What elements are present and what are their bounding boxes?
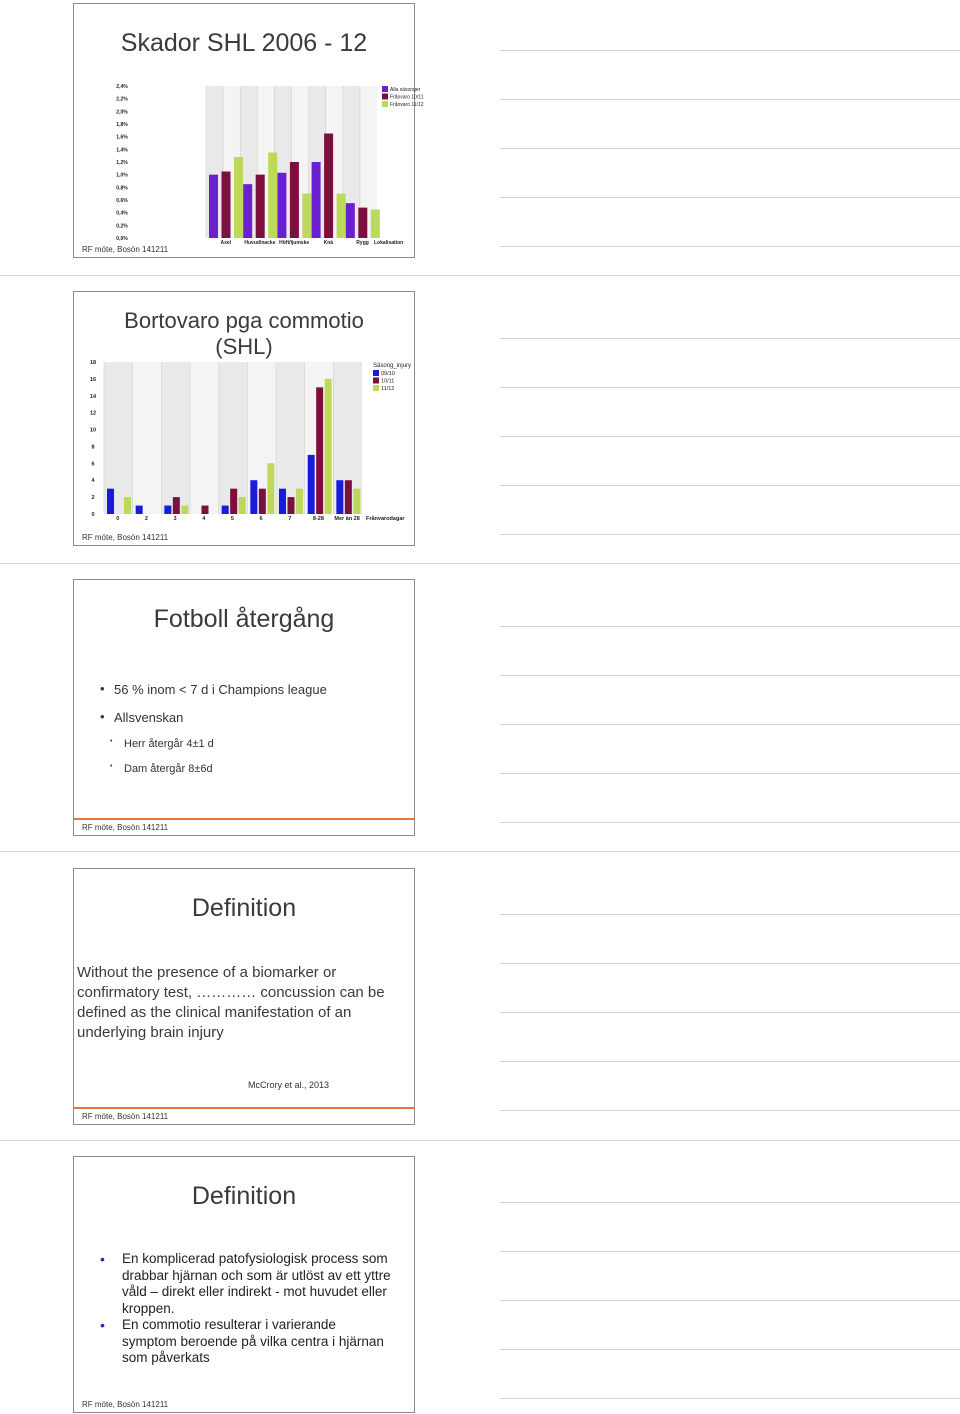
absence-days-chart: [76, 358, 416, 528]
slide-footer: RF möte, Bosön 141211: [82, 1400, 169, 1409]
slide-footer: RF möte, Bosön 141211: [82, 533, 169, 542]
slide-5: [73, 1156, 415, 1413]
x-axis-label: Lokalisation: [374, 240, 404, 246]
legend-swatch: [373, 378, 379, 384]
x-tick-label: 6: [259, 516, 263, 522]
slide-title: [74, 308, 414, 360]
bar: [202, 506, 209, 514]
bar: [268, 153, 277, 239]
legend-label: 11/12: [381, 386, 395, 392]
injury-location-chart: [114, 80, 454, 255]
bullet-item: • 56 % inom < 7 d i Champions league: [98, 682, 402, 697]
plot-band: [133, 362, 162, 514]
y-tick-label: 1,4%: [116, 147, 128, 154]
bar: [308, 455, 315, 514]
y-tick-label: 16: [89, 376, 97, 383]
bar: [124, 497, 131, 514]
slide-title: Definition: [191, 894, 297, 922]
bar: [324, 134, 333, 239]
footer-rule: [74, 818, 414, 820]
citation: McCrory et al., 2013: [248, 1080, 330, 1090]
bullet-list: [98, 682, 402, 788]
bar: [234, 157, 243, 238]
slide-footer: RF möte, Bosön 141211: [82, 1112, 169, 1121]
bar: [325, 379, 332, 514]
x-tick-label: 5: [230, 516, 234, 522]
y-tick-label: 0,2%: [116, 223, 128, 230]
bar: [302, 194, 311, 238]
y-tick-label: 6: [91, 461, 95, 468]
x-tick-label: 0: [116, 516, 120, 522]
x-tick-label: Axel: [220, 240, 232, 246]
x-tick-label: 8-28: [312, 516, 324, 522]
bar: [107, 489, 114, 514]
sub-bullet-item: • Dam återgår 8±6d: [98, 763, 402, 775]
bar: [358, 208, 367, 238]
x-axis-label: Frånvarodagar: [366, 516, 405, 522]
y-tick-label: 2,4%: [116, 84, 128, 90]
y-tick-label: 0,0%: [116, 236, 128, 242]
y-tick-label: 0,6%: [116, 198, 128, 204]
slide-4: [73, 868, 415, 1125]
x-tick-label: 4: [202, 516, 206, 522]
y-tick-label: 0: [91, 512, 95, 518]
page-separator: [0, 563, 960, 564]
legend-swatch: [382, 101, 388, 107]
bar: [209, 175, 218, 238]
y-tick-label: 8: [91, 444, 95, 451]
bar: [164, 506, 171, 514]
y-tick-label: 4: [91, 478, 95, 485]
y-tick-label: 18: [89, 360, 97, 366]
slide-3: [73, 579, 415, 836]
y-tick-label: 0,8%: [116, 185, 128, 192]
y-tick-label: 14: [89, 393, 97, 400]
bar: [256, 175, 265, 238]
y-tick-label: 1,6%: [116, 134, 128, 141]
bar: [337, 194, 346, 238]
x-tick-label: Mer än 28: [334, 516, 360, 522]
legend-label: Alla säsonger: [390, 87, 421, 93]
bar: [259, 489, 266, 514]
x-tick-label: 2: [144, 516, 148, 522]
y-tick-label: 10: [89, 427, 97, 434]
legend-swatch: [373, 370, 379, 376]
bar: [353, 489, 360, 514]
legend-swatch: [382, 94, 388, 100]
bar: [279, 489, 286, 514]
x-tick-label: Rygg: [356, 240, 369, 246]
bar: [345, 480, 352, 514]
bar: [277, 173, 286, 238]
slide-1: [73, 3, 424, 258]
definition-body: Without the presence of a biomarker or confirmatory test, ………… concussion can be defined as the clinical manifestation of an underlying brain injury: [77, 964, 385, 1041]
bar: [296, 489, 303, 514]
page-separator: [0, 1140, 960, 1141]
slide-title-line: Bortovaro pga commotio: [124, 308, 364, 333]
slide-title: Definition: [191, 1182, 297, 1210]
bar: [173, 497, 180, 514]
bar: [290, 162, 299, 238]
bar: [136, 506, 143, 514]
slide-title: Skador SHL 2006 - 12: [120, 29, 368, 57]
slide-title-line: (SHL): [215, 334, 273, 359]
y-tick-label: 0,4%: [116, 210, 128, 217]
slide-title: Fotboll återgång: [153, 605, 335, 633]
plot-band: [190, 362, 219, 514]
page-separator: [0, 851, 960, 852]
y-tick-label: 12: [89, 410, 97, 417]
bar: [312, 162, 321, 238]
bar: [222, 172, 231, 239]
x-tick-label: Huvud/nacke: [244, 240, 276, 246]
bar: [316, 387, 323, 514]
x-tick-label: 3: [173, 516, 177, 522]
plot-band: [161, 362, 190, 514]
legend-swatch: [382, 86, 388, 92]
page-separator: [0, 275, 960, 276]
legend-swatch: [373, 385, 379, 391]
bar: [288, 497, 295, 514]
y-tick-label: 2: [91, 495, 95, 502]
bar: [243, 184, 252, 238]
bar: [181, 506, 188, 514]
bar: [239, 497, 246, 514]
y-tick-label: 1,8%: [116, 122, 128, 128]
legend-label: Frånvaro 10/11: [390, 94, 424, 101]
slide-footer: RF möte, Bosön 141211: [82, 245, 169, 254]
slide-footer: RF möte, Bosön 141211: [82, 823, 169, 832]
definition-item: • En komplicerad patofysiologisk process som drabbar hjärnan och som är utlöst av ett yttre våld – direkt eller indirekt - mot huvudet eller kroppen.: [102, 1251, 394, 1317]
footer-rule: [74, 1107, 414, 1109]
definition-list: [102, 1251, 394, 1367]
bar: [346, 203, 355, 238]
legend-label: Frånvaro 11/12: [390, 102, 424, 108]
bar: [230, 489, 237, 514]
slide-2: [73, 291, 415, 546]
y-tick-label: 2,2%: [116, 96, 128, 103]
x-tick-label: 7: [288, 516, 292, 522]
bullet-item: • Allsvenskan: [98, 710, 402, 725]
y-tick-label: 1,0%: [116, 172, 128, 179]
bar: [336, 480, 343, 514]
sub-bullet-item: • Herr återgår 4±1 d: [98, 738, 402, 750]
legend-title: Säsong_injury: [373, 363, 412, 369]
bar: [222, 506, 229, 514]
x-tick-label: Knä: [323, 240, 334, 246]
y-tick-label: 2,0%: [116, 109, 128, 116]
legend-label: 10/11: [381, 378, 395, 385]
definition-item: • En commotio resulterar i varierande symptom beroende på vilka centra i hjärnan som påverkats: [102, 1317, 394, 1367]
y-tick-label: 1,2%: [116, 160, 128, 166]
legend-label: 09/10: [381, 371, 395, 377]
bar: [250, 480, 257, 514]
bar: [371, 210, 380, 239]
bar: [267, 463, 274, 514]
x-tick-label: Höft/ljumske: [279, 240, 310, 246]
